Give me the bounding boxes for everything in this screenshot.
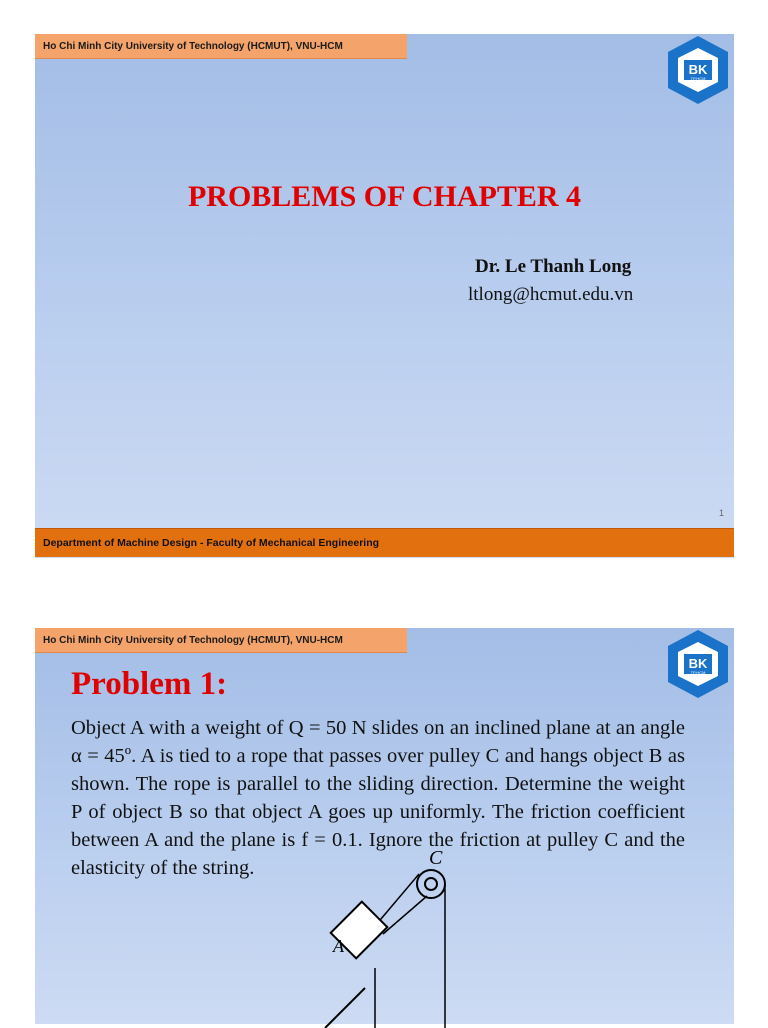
label-c: C <box>429 847 443 869</box>
bk-logo-icon <box>662 34 734 106</box>
slide-title: PROBLEMS OF CHAPTER 4 <box>187 180 582 213</box>
rope-lower <box>383 896 427 934</box>
pulley-inner <box>425 878 437 890</box>
incline-edge <box>325 988 365 1028</box>
author-email: ltlong@hcmut.edu.vn <box>468 284 634 305</box>
author-name: Dr. Le Thanh Long <box>475 256 632 277</box>
header-bar: Ho Chi Minh City University of Technology (HCMUT), VNU-HCM <box>35 628 407 653</box>
pulley-figure <box>305 847 485 1028</box>
footer-bar: Department of Machine Design - Faculty of Mechanical Engineering <box>35 528 734 557</box>
label-a: A <box>333 936 344 956</box>
problem-title: Problem 1: <box>71 666 228 702</box>
logo-subtext: TP.HCM <box>690 670 706 675</box>
bk-logo-icon <box>662 628 734 700</box>
slide-2 <box>35 628 734 1024</box>
logo-text: BK <box>688 656 708 671</box>
rope-upper <box>375 874 419 926</box>
pulley-outer <box>417 870 445 898</box>
header-bar: Ho Chi Minh City University of Technology (HCMUT), VNU-HCM <box>35 34 407 59</box>
logo-subtext: TP.HCM <box>690 76 706 81</box>
page-number: 1 <box>718 508 724 518</box>
problem-text: Object A with a weight of Q = 50 N slides on an inclined plane at an angle α = 45º. A is tied to a rope that passes over pulley C and hangs object B as shown. The rope is parallel to the sliding direction. Determine the weight P of object B so that object A goes up uniformly. The friction coefficient between A and the plane is f = 0.1. Ignore the friction at pulley C and the elasticity of the string. <box>71 717 685 879</box>
logo-text: BK <box>688 62 708 77</box>
slide-1 <box>35 34 734 558</box>
